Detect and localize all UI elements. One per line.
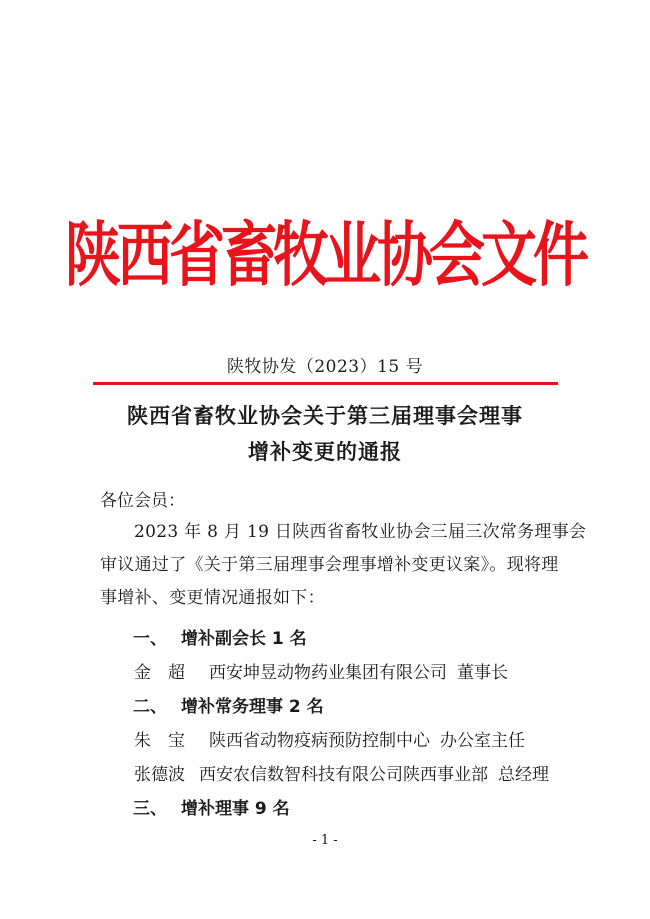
member-role: 总经理	[498, 765, 549, 785]
body-line: 2023 年 8 月 19 日陕西省畜牧业协会三届三次常务理事会	[134, 522, 587, 542]
body-line: 审议通过了《关于第三届理事会理事增补变更议案》。现将理	[100, 555, 559, 575]
member-name: 朱 宝	[134, 731, 185, 751]
member-row	[134, 760, 549, 785]
red-divider-line	[93, 382, 558, 385]
section-title: 增补副会长 1 名	[181, 629, 307, 649]
member-org: 陕西省动物疫病预防控制中心	[209, 731, 430, 751]
section-heading-2	[133, 692, 324, 717]
member-org: 西安坤昱动物药业集团有限公司	[209, 663, 447, 683]
member-row	[134, 726, 525, 751]
member-row	[134, 658, 508, 683]
title-line-1: 陕西省畜牧业协会关于第三届理事会理事	[127, 404, 523, 428]
red-header-org-title: 陕西省畜牧业协会文件	[65, 213, 585, 297]
salutation: 各位会员：	[100, 491, 185, 511]
member-org: 西安农信数智科技有限公司陕西事业部	[199, 765, 488, 785]
body-paragraph	[100, 516, 587, 615]
section-heading-1	[133, 624, 307, 649]
body-line: 事增补、变更情况通报如下：	[100, 588, 325, 608]
member-name: 金 超	[134, 663, 185, 683]
member-role: 办公室主任	[440, 731, 525, 751]
section-number: 三、	[133, 799, 167, 819]
title-line-2: 增补变更的通报	[248, 440, 402, 464]
section-heading-3	[133, 794, 290, 819]
document-title	[0, 398, 650, 470]
section-title: 增补常务理事 2 名	[181, 697, 324, 717]
member-role: 董事长	[457, 663, 508, 683]
section-title: 增补理事 9 名	[181, 799, 290, 819]
section-number: 二、	[133, 697, 167, 717]
page-number: - 1 -	[312, 833, 338, 848]
document-number: 陕牧协发（2023）15 号	[226, 357, 424, 377]
member-name: 张德波	[134, 765, 185, 785]
section-number: 一、	[133, 629, 167, 649]
